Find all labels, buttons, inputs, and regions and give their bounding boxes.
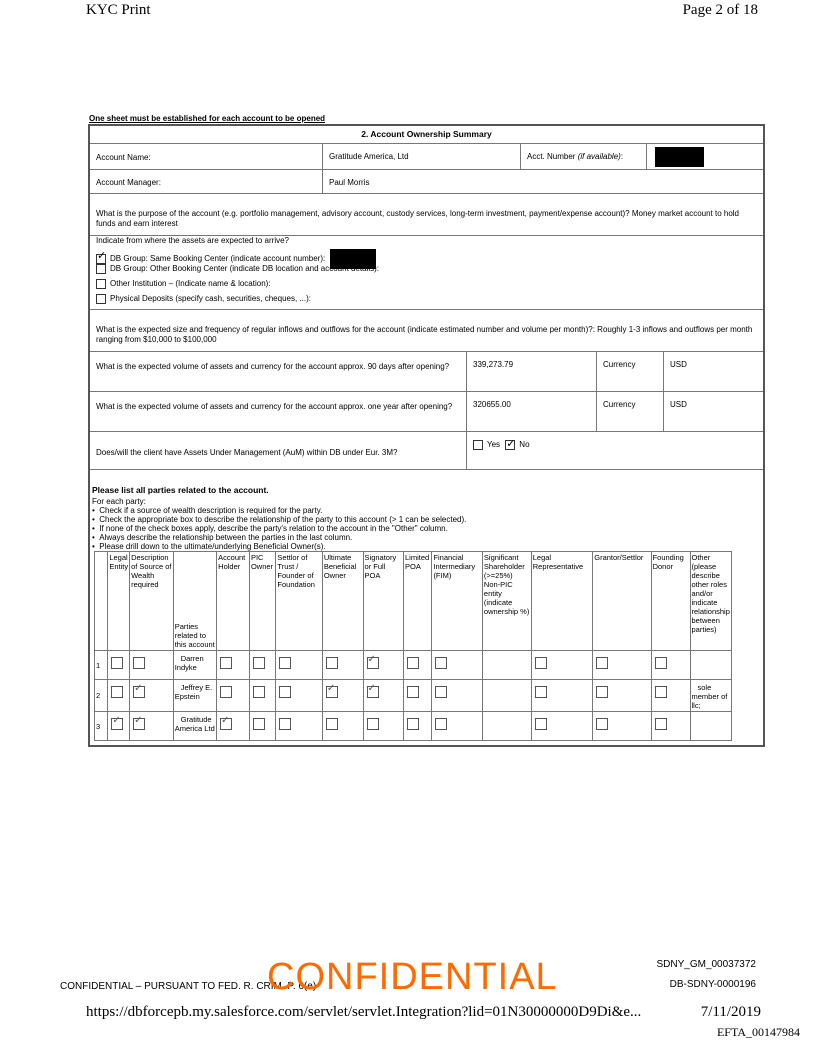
party-cell-sow <box>130 651 174 680</box>
party-row <box>95 651 732 680</box>
checkbox-sig[interactable] <box>367 657 379 669</box>
asset-option-physical-deposits <box>96 294 757 309</box>
efta-number: EFTA_00147984 <box>716 1025 800 1039</box>
volume-90-currency: USD <box>670 360 687 369</box>
party-cell-lpoa <box>404 651 432 680</box>
asset-option-other-booking <box>96 264 757 279</box>
party-cell-fim <box>432 680 482 712</box>
column-header: Signatory or Full POA <box>363 552 403 651</box>
checkbox-fim[interactable] <box>435 718 447 730</box>
column-header: PIC Owner <box>249 552 275 651</box>
party-cell-sig <box>363 712 403 741</box>
checkbox-fim[interactable] <box>435 686 447 698</box>
column-header: Founding Donor <box>651 552 690 651</box>
option-label: Physical Deposits (specify cash, securities, cheques, ...): <box>110 294 311 304</box>
party-cell-holder <box>217 712 250 741</box>
column-header: Account Holder <box>217 552 250 651</box>
option-label: DB Group: Other Booking Center (indicate DB location and account details): <box>110 264 380 274</box>
volume-1y-question: What is the expected volume of assets and currency for the account approx. one year after opening? <box>96 402 453 411</box>
page-number: Page 2 of 18 <box>682 2 758 18</box>
checkbox-sig[interactable] <box>367 718 379 730</box>
confidential-notice: CONFIDENTIAL – PURSUANT TO FED. R. CRIM. P. 6(e) <box>60 981 317 992</box>
checkbox-same-booking[interactable] <box>96 254 106 264</box>
party-cell-sow <box>130 680 174 712</box>
volume-1y-currency-label: Currency <box>603 400 636 409</box>
checkbox-donor[interactable] <box>655 686 667 698</box>
checkbox-legalrep[interactable] <box>535 657 547 669</box>
volume-1y-currency: USD <box>670 400 687 409</box>
party-cell-legalrep <box>531 712 593 741</box>
account-name-label: Account Name: <box>96 153 151 162</box>
parties-section <box>90 470 763 741</box>
party-cell-settlor <box>276 651 322 680</box>
checkbox-donor[interactable] <box>655 657 667 669</box>
column-header: Financial Intermediary (FIM) <box>432 552 482 651</box>
account-manager-label: Account Manager: <box>96 178 161 187</box>
checkbox-sig[interactable] <box>367 686 379 698</box>
party-cell-legal <box>108 651 130 680</box>
party-cell-ubo <box>322 712 363 741</box>
column-header: Ultimate Beneficial Owner <box>322 552 363 651</box>
checkbox-lpoa[interactable] <box>407 718 419 730</box>
checkbox-pic[interactable] <box>253 718 265 730</box>
party-other <box>690 712 731 741</box>
party-cell-legal <box>108 680 130 712</box>
aum-yes-label: Yes <box>487 440 501 450</box>
section-title: 2. Account Ownership Summary <box>90 126 763 144</box>
parties-title: Please list all parties related to the account. <box>92 485 269 495</box>
checkbox-donor[interactable] <box>655 718 667 730</box>
column-header: Settlor of Trust / Founder of Foundation <box>276 552 322 651</box>
party-cell-donor <box>651 651 690 680</box>
checkbox-settlor[interactable] <box>279 657 291 669</box>
party-cell-ubo <box>322 680 363 712</box>
party-cell-ubo <box>322 651 363 680</box>
checkbox-sow[interactable] <box>133 657 145 669</box>
shareholder-cell <box>482 651 531 680</box>
aum-question: Does/will the client have Assets Under Management (AuM) within DB under Eur. 3M? <box>96 448 398 457</box>
column-header: Limited POA <box>404 552 432 651</box>
checkbox-grantor[interactable] <box>596 718 608 730</box>
party-cell-fim <box>432 712 482 741</box>
party-cell-sig <box>363 680 403 712</box>
party-cell-legalrep <box>531 680 593 712</box>
checkbox-holder[interactable] <box>220 718 232 730</box>
assets-origin-question: Indicate from where the assets are expected to arrive? <box>96 236 289 245</box>
checkbox-other-booking[interactable] <box>96 264 106 274</box>
account-manager-row <box>90 170 763 194</box>
party-other: sole member of llc; <box>690 680 731 712</box>
parties-instructions <box>92 506 757 551</box>
party-cell-grantor <box>593 651 651 680</box>
account-name-value: Gratitude America, Ltd <box>329 152 409 161</box>
column-header: Parties related to this account <box>173 552 216 651</box>
checkbox-grantor[interactable] <box>596 657 608 669</box>
column-header: Other (please describe other roles and/or indicate relationship between parties) <box>690 552 731 651</box>
party-other <box>690 651 731 680</box>
account-number-colon: : <box>620 152 624 161</box>
party-name: Darren Indyke <box>173 651 216 680</box>
party-cell-grantor <box>593 712 651 741</box>
instruction-bullet: • Check the appropriate box to describe the relationship of the party to this account (> 1 can be selected). <box>92 515 467 524</box>
checkbox-grantor[interactable] <box>596 686 608 698</box>
aum-yes-checkbox[interactable] <box>473 440 483 450</box>
party-cell-sow <box>130 712 174 741</box>
checkbox-legalrep[interactable] <box>535 686 547 698</box>
aum-row <box>90 432 763 470</box>
account-ownership-form <box>88 124 765 747</box>
account-manager-value: Paul Morris <box>329 178 370 187</box>
column-header: Description of Source of Wealth required <box>130 552 174 651</box>
checkbox-legal[interactable] <box>111 718 123 730</box>
row-number: 2 <box>95 680 108 712</box>
row-number: 3 <box>95 712 108 741</box>
instruction-bullet: • Always describe the relationship between the parties in the last column. <box>92 533 353 542</box>
sheet-note: One sheet must be established for each account to be opened <box>89 114 326 123</box>
checkbox-legalrep[interactable] <box>535 718 547 730</box>
party-cell-holder <box>217 651 250 680</box>
bates-number-sdny: SDNY_GM_00037372 <box>656 959 756 970</box>
column-header: Significant Shareholder (>=25%) Non-PIC entity (indicate ownership %) <box>482 552 531 651</box>
checkbox-physical-deposits[interactable] <box>96 294 106 304</box>
checkbox-fim[interactable] <box>435 657 447 669</box>
account-number-label: Acct. Number <box>527 152 578 161</box>
checkbox-sow[interactable] <box>133 686 145 698</box>
checkbox-legal[interactable] <box>111 657 123 669</box>
parties-table <box>94 551 732 741</box>
party-cell-pic <box>249 680 275 712</box>
party-cell-settlor <box>276 680 322 712</box>
print-header-title: KYC Print <box>86 2 151 18</box>
checkbox-sow[interactable] <box>133 718 145 730</box>
party-cell-pic <box>249 651 275 680</box>
party-row <box>95 712 732 741</box>
flows-question: What is the expected size and frequency of regular inflows and outflows for the account (indicate estimated number and volume per month)?: Roughly 1-3 inflows and outflows per month ranging from $10,000 to $100,000 <box>90 310 763 352</box>
party-cell-sig <box>363 651 403 680</box>
checkbox-settlor[interactable] <box>279 686 291 698</box>
column-header: Legal Entity <box>108 552 130 651</box>
confidential-stamp: CONFIDENTIAL <box>267 956 558 998</box>
checkbox-pic[interactable] <box>253 686 265 698</box>
aum-no-checkbox[interactable] <box>505 440 515 450</box>
shareholder-cell <box>482 680 531 712</box>
parties-body <box>95 651 732 741</box>
checkbox-holder[interactable] <box>220 657 232 669</box>
party-cell-pic <box>249 712 275 741</box>
bates-number-db: DB-SDNY-0000196 <box>669 979 756 990</box>
row-number: 1 <box>95 651 108 680</box>
asset-option-same-booking <box>96 249 757 264</box>
party-cell-lpoa <box>404 712 432 741</box>
column-header: Legal Representative <box>531 552 593 651</box>
party-cell-legalrep <box>531 651 593 680</box>
party-cell-donor <box>651 680 690 712</box>
party-name: Jeffrey E. Epstein <box>173 680 216 712</box>
instruction-bullet: • Check if a source of wealth description is required for the party. <box>92 506 323 515</box>
party-cell-fim <box>432 651 482 680</box>
asset-option-other-institution <box>96 279 757 294</box>
party-cell-holder <box>217 680 250 712</box>
assets-origin-section <box>90 236 763 310</box>
checkbox-legal[interactable] <box>111 686 123 698</box>
redaction-block <box>655 147 704 167</box>
party-name: Gratitude America Ltd <box>173 712 216 741</box>
aum-no-label: No <box>519 440 530 450</box>
party-cell-lpoa <box>404 680 432 712</box>
party-row <box>95 680 732 712</box>
print-date: 7/11/2019 <box>700 1004 761 1020</box>
instruction-bullet: • Please drill down to the ultimate/underlying Beneficial Owner(s). <box>92 542 326 551</box>
instruction-bullet: • If none of the check boxes apply, describe the party's relation to the account in the "Other" column. <box>92 524 448 533</box>
checkbox-ubo[interactable] <box>326 657 338 669</box>
checkbox-settlor[interactable] <box>279 718 291 730</box>
shareholder-cell <box>482 712 531 741</box>
checkbox-holder[interactable] <box>220 686 232 698</box>
account-name-row <box>90 144 763 170</box>
party-cell-donor <box>651 712 690 741</box>
checkbox-lpoa[interactable] <box>407 686 419 698</box>
column-header: Grantor/Settlor <box>593 552 651 651</box>
volume-90-days-row <box>90 352 763 392</box>
volume-1y-value: 320655.00 <box>473 400 511 409</box>
party-cell-grantor <box>593 680 651 712</box>
parties-for-each: For each party: <box>92 497 146 506</box>
volume-1-year-row <box>90 392 763 432</box>
checkbox-ubo[interactable] <box>326 686 338 698</box>
checkbox-ubo[interactable] <box>326 718 338 730</box>
party-cell-legal <box>108 712 130 741</box>
account-purpose: What is the purpose of the account (e.g. portfolio management, advisory account, custody services, long-term investment, payment/expense account)? Money market account to hold funds and earn interest <box>90 194 763 236</box>
volume-90-value: 339,273.79 <box>473 360 514 369</box>
parties-header-row <box>95 552 732 651</box>
column-header <box>95 552 108 651</box>
volume-90-currency-label: Currency <box>603 360 636 369</box>
checkbox-lpoa[interactable] <box>407 657 419 669</box>
source-url: https://dbforcepb.my.salesforce.com/servlet/servlet.Integration?lid=01N30000000D9Di&e... <box>86 1004 642 1020</box>
volume-90-question: What is the expected volume of assets and currency for the account approx. 90 days after opening? <box>96 362 450 371</box>
checkbox-pic[interactable] <box>253 657 265 669</box>
account-number-hint: (if available) <box>577 152 621 161</box>
party-cell-settlor <box>276 712 322 741</box>
option-label: DB Group: Same Booking Center (indicate account number): <box>110 254 326 264</box>
checkbox-other-institution[interactable] <box>96 279 106 289</box>
option-label: Other Institution – (Indicate name & location): <box>110 279 271 289</box>
